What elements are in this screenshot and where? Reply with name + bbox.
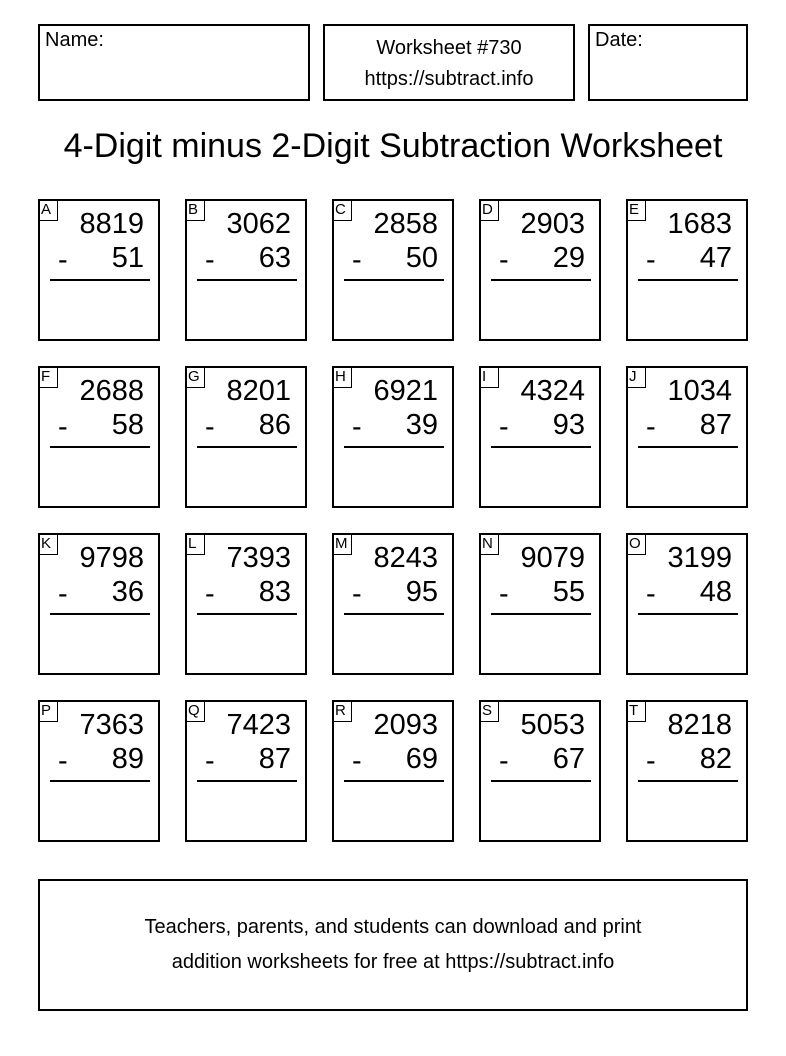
problem-card — [626, 366, 748, 508]
minuend: 3199 — [667, 542, 732, 574]
minus-sign: - — [58, 244, 68, 276]
problem-card — [332, 700, 454, 842]
problem-letter: D — [479, 199, 499, 221]
answer-line — [638, 780, 738, 782]
minus-sign: - — [499, 411, 509, 443]
problem-card — [38, 700, 160, 842]
subtrahend: 69 — [405, 743, 438, 775]
minuend: 2093 — [373, 709, 438, 741]
minuend: 8201 — [226, 375, 291, 407]
answer-line — [344, 780, 444, 782]
minuend: 8243 — [373, 542, 438, 574]
name-field-box — [38, 24, 310, 101]
answer-line — [50, 613, 150, 615]
problem-letter: H — [332, 366, 352, 388]
problem-letter: G — [185, 366, 205, 388]
answer-line — [491, 780, 591, 782]
problem-letter: S — [479, 700, 499, 722]
problem-letter: R — [332, 700, 352, 722]
minus-sign: - — [499, 244, 509, 276]
problem-letter: P — [38, 700, 58, 722]
problem-card — [626, 199, 748, 341]
answer-line — [491, 279, 591, 281]
subtrahend: 39 — [405, 409, 438, 441]
minuend: 1683 — [667, 208, 732, 240]
subtrahend: 89 — [111, 743, 144, 775]
problem-card — [38, 366, 160, 508]
minus-sign: - — [352, 411, 362, 443]
date-label: Date: — [595, 29, 643, 51]
minuend: 7393 — [226, 542, 291, 574]
minuend: 2903 — [520, 208, 585, 240]
footer-line-1: Teachers, parents, and students can download and print — [144, 916, 642, 938]
answer-line — [344, 613, 444, 615]
problem-card — [332, 366, 454, 508]
answer-line — [197, 613, 297, 615]
subtrahend: 67 — [552, 743, 585, 775]
minus-sign: - — [205, 745, 215, 777]
minus-sign: - — [646, 244, 656, 276]
subtrahend: 87 — [699, 409, 732, 441]
minus-sign: - — [352, 578, 362, 610]
problem-letter: I — [479, 366, 499, 388]
minus-sign: - — [58, 411, 68, 443]
problem-card — [626, 533, 748, 675]
subtrahend: 95 — [405, 576, 438, 608]
problem-card — [479, 533, 601, 675]
problem-letter: A — [38, 199, 58, 221]
minuend: 7423 — [226, 709, 291, 741]
minuend: 7363 — [79, 709, 144, 741]
date-field-box — [588, 24, 748, 101]
subtrahend: 36 — [111, 576, 144, 608]
minuend: 1034 — [667, 375, 732, 407]
problem-card — [185, 199, 307, 341]
problem-letter: T — [626, 700, 646, 722]
problem-letter: B — [185, 199, 205, 221]
problem-card — [332, 533, 454, 675]
subtrahend: 29 — [552, 242, 585, 274]
worksheet-number: Worksheet #730 — [376, 37, 522, 59]
subtrahend: 63 — [258, 242, 291, 274]
minus-sign: - — [499, 745, 509, 777]
minuend: 9079 — [520, 542, 585, 574]
problem-letter: K — [38, 533, 58, 555]
answer-line — [197, 279, 297, 281]
minus-sign: - — [646, 578, 656, 610]
problem-letter: L — [185, 533, 205, 555]
minus-sign: - — [646, 745, 656, 777]
problem-card — [479, 700, 601, 842]
answer-line — [638, 279, 738, 281]
problem-letter: E — [626, 199, 646, 221]
problem-card — [626, 700, 748, 842]
answer-line — [344, 446, 444, 448]
answer-line — [50, 446, 150, 448]
minuend: 6921 — [373, 375, 438, 407]
minus-sign: - — [58, 745, 68, 777]
problem-letter: Q — [185, 700, 205, 722]
problem-letter: F — [38, 366, 58, 388]
minus-sign: - — [58, 578, 68, 610]
subtrahend: 87 — [258, 743, 291, 775]
answer-line — [197, 446, 297, 448]
subtrahend: 82 — [699, 743, 732, 775]
minuend: 2858 — [373, 208, 438, 240]
minus-sign: - — [499, 578, 509, 610]
worksheet-url: https://subtract.info — [364, 68, 534, 90]
minus-sign: - — [205, 578, 215, 610]
problem-card — [185, 700, 307, 842]
minuend: 9798 — [79, 542, 144, 574]
problem-letter: J — [626, 366, 646, 388]
problem-card — [185, 533, 307, 675]
minus-sign: - — [646, 411, 656, 443]
answer-line — [638, 613, 738, 615]
problem-card — [332, 199, 454, 341]
subtrahend: 51 — [111, 242, 144, 274]
answer-line — [50, 279, 150, 281]
problem-letter: M — [332, 533, 352, 555]
answer-line — [50, 780, 150, 782]
answer-line — [638, 446, 738, 448]
worksheet-info-box — [323, 24, 575, 101]
minus-sign: - — [205, 244, 215, 276]
subtrahend: 93 — [552, 409, 585, 441]
minus-sign: - — [205, 411, 215, 443]
subtrahend: 50 — [405, 242, 438, 274]
subtrahend: 83 — [258, 576, 291, 608]
page-title: 4-Digit minus 2-Digit Subtraction Worksheet — [63, 127, 723, 165]
minuend: 4324 — [520, 375, 585, 407]
minuend: 3062 — [226, 208, 291, 240]
problem-letter: O — [626, 533, 646, 555]
problem-letter: N — [479, 533, 499, 555]
problem-card — [479, 199, 601, 341]
subtrahend: 58 — [111, 409, 144, 441]
problem-card — [38, 199, 160, 341]
answer-line — [491, 446, 591, 448]
subtrahend: 55 — [552, 576, 585, 608]
problem-letter: C — [332, 199, 352, 221]
problem-card — [185, 366, 307, 508]
minuend: 2688 — [79, 375, 144, 407]
problem-card — [38, 533, 160, 675]
footer-box — [38, 879, 748, 1011]
answer-line — [344, 279, 444, 281]
subtrahend: 48 — [699, 576, 732, 608]
subtrahend: 47 — [699, 242, 732, 274]
minuend: 8218 — [667, 709, 732, 741]
problem-card — [479, 366, 601, 508]
answer-line — [491, 613, 591, 615]
name-label: Name: — [45, 29, 104, 51]
minuend: 8819 — [79, 208, 144, 240]
answer-line — [197, 780, 297, 782]
minus-sign: - — [352, 745, 362, 777]
minus-sign: - — [352, 244, 362, 276]
subtrahend: 86 — [258, 409, 291, 441]
footer-line-2: addition worksheets for free at https://subtract.info — [171, 951, 615, 973]
minuend: 5053 — [520, 709, 585, 741]
